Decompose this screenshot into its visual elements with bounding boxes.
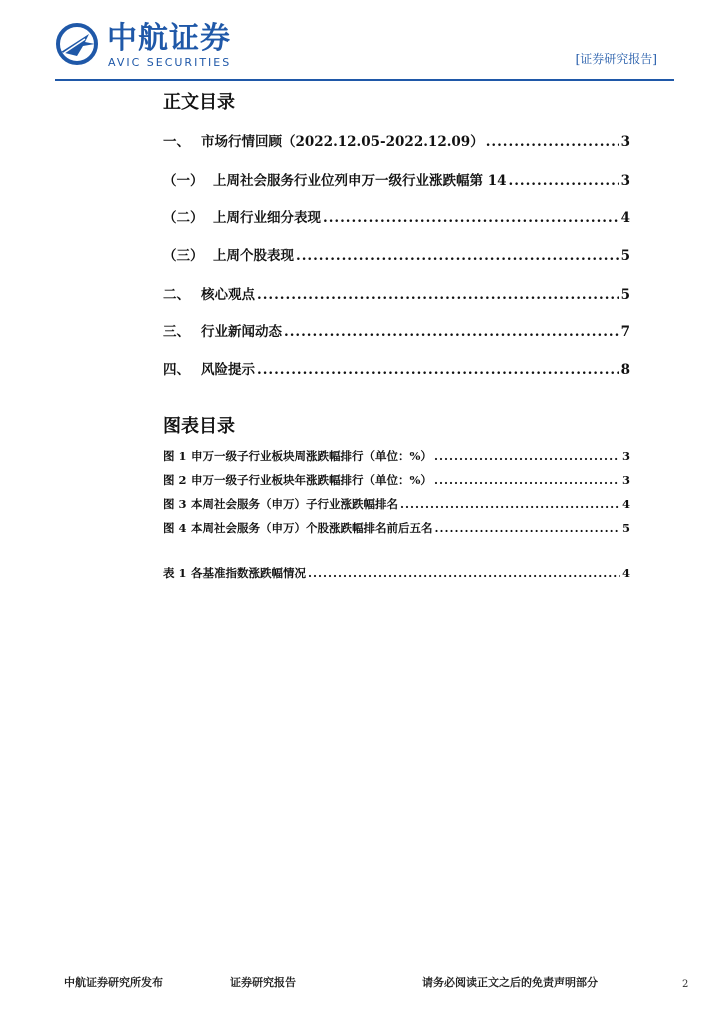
figure-label: 本周社会服务（申万）子行业涨跌幅排名 <box>191 497 398 511</box>
figure-toc-item[interactable] <box>163 472 630 488</box>
footer-publisher: 中航证券研究所发布 <box>64 976 163 989</box>
table-page: 4 <box>621 566 630 580</box>
footer-report-type: 证券研究报告 <box>230 976 296 989</box>
toc-leader-dots <box>509 173 619 189</box>
toc-item-label: 行业新闻动态 <box>201 324 282 340</box>
figure-label: 申万一级子行业板块年涨跌幅排行（单位：%） <box>191 473 432 487</box>
toc-item-page: 7 <box>620 324 630 340</box>
toc-leader-dots <box>296 248 619 264</box>
toc-item-page: 3 <box>620 173 630 189</box>
toc-item-page: 5 <box>620 287 630 303</box>
toc-leader-dots <box>323 210 619 226</box>
figure-number: 图 2 <box>163 473 187 487</box>
table-toc-item[interactable] <box>163 565 630 581</box>
header-divider <box>55 79 674 81</box>
toc-item-label: 市场行情回顾（2022.12.05-2022.12.09） <box>201 134 484 150</box>
toc-item-number: 四、 <box>163 362 190 378</box>
figure-toc-item[interactable] <box>163 496 630 512</box>
toc-leader-dots <box>435 521 620 535</box>
toc-item[interactable] <box>163 358 630 378</box>
toc-item-page: 8 <box>620 362 630 378</box>
toc-item-number: 一、 <box>163 134 190 150</box>
figure-number: 图 4 <box>163 521 187 535</box>
toc-item-number: 三、 <box>163 324 190 340</box>
toc-item[interactable] <box>163 244 630 264</box>
logo-chinese-text: 中航证券 <box>107 21 231 56</box>
toc-leader-dots <box>257 287 619 303</box>
logo-english-text: AVIC SECURITIES <box>108 56 232 69</box>
toc-item-number: （一） <box>163 173 204 189</box>
avic-emblem-icon <box>55 22 99 66</box>
table-label: 各基准指数涨跌幅情况 <box>191 566 306 580</box>
toc-leader-dots <box>434 449 620 463</box>
figure-number: 图 1 <box>163 449 187 463</box>
toc-item-label: 上周行业细分表现 <box>213 210 321 226</box>
figure-page: 3 <box>621 449 630 463</box>
figure-page: 5 <box>621 521 630 535</box>
figure-number: 图 3 <box>163 497 187 511</box>
figure-toc-item[interactable] <box>163 520 630 536</box>
toc-item-label: 核心观点 <box>201 287 255 303</box>
toc-item-label: 上周个股表现 <box>213 248 294 264</box>
figure-label: 本周社会服务（申万）个股涨跌幅排名前后五名 <box>191 521 433 535</box>
toc-leader-dots <box>434 473 620 487</box>
toc-leader-dots <box>284 324 619 340</box>
footer-disclaimer: 请务必阅读正文之后的免责声明部分 <box>422 976 598 989</box>
toc-item[interactable] <box>163 130 630 150</box>
toc-item-page: 5 <box>620 248 630 264</box>
toc-item-page: 3 <box>620 134 630 150</box>
figures-toc-title: 图表目录 <box>163 416 235 437</box>
report-type-tag: [证券研究报告] <box>575 52 657 66</box>
company-logo <box>55 20 255 72</box>
table-number: 表 1 <box>163 566 187 580</box>
toc-item-number: （三） <box>163 248 204 264</box>
toc-leader-dots <box>486 134 619 150</box>
toc-leader-dots <box>400 497 620 511</box>
figure-toc-item[interactable] <box>163 448 630 464</box>
toc-item-label: 风险提示 <box>201 362 255 378</box>
toc-item[interactable] <box>163 206 630 226</box>
page-number: 2 <box>682 979 689 990</box>
toc-leader-dots <box>308 566 620 580</box>
toc-leader-dots <box>257 362 619 378</box>
toc-item-number: 二、 <box>163 287 190 303</box>
toc-title: 正文目录 <box>163 92 235 113</box>
toc-item-number: （二） <box>163 210 204 226</box>
figure-label: 申万一级子行业板块周涨跌幅排行（单位：%） <box>191 449 432 463</box>
toc-item[interactable] <box>163 283 630 303</box>
figure-page: 3 <box>621 473 630 487</box>
toc-item[interactable] <box>163 320 630 340</box>
toc-item[interactable] <box>163 169 630 189</box>
toc-item-label: 上周社会服务行业位列申万一级行业涨跌幅第 14 <box>213 173 507 189</box>
figure-page: 4 <box>621 497 630 511</box>
toc-item-page: 4 <box>620 210 630 226</box>
